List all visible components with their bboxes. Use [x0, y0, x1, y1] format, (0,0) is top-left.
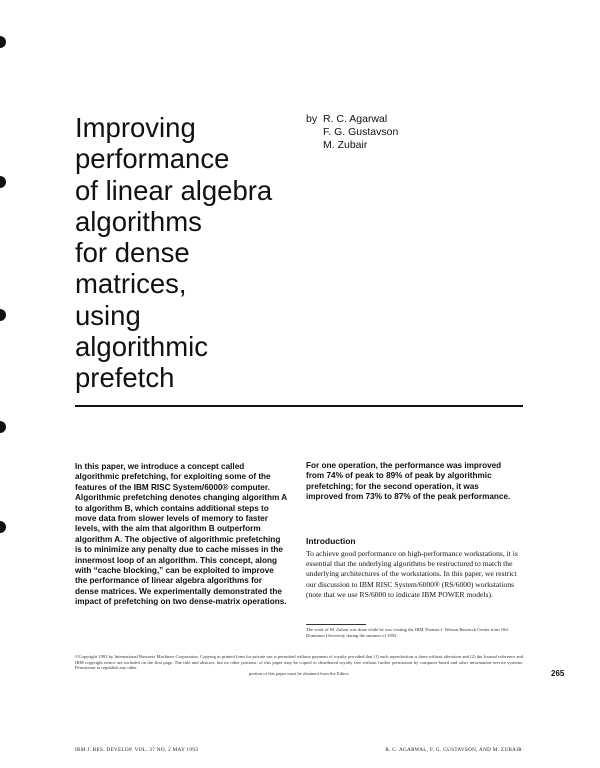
punch-hole-mark: [0, 309, 6, 321]
title-line: using: [75, 299, 141, 331]
author-name: M. Zubair: [323, 139, 368, 151]
author-name: F. G. Gustavson: [323, 126, 399, 138]
copyright-body: ©Copyright 1993 by International Business Machines Corporation. Copying in printed form for private use is permitted without payment of royalty provided that (1) each reproduction is done without alteration and (2) the Journal reference and IBM copyright notice are included on the first page. The title and abstract, but no other portions, of this paper may be copied or distributed royalty free without further permission by computer-based and other information-service systems. Permission to republish any other: [75, 654, 523, 671]
introduction-text: To achieve good performance on high-performance workstations, it is essential that the underlying algorithms be restructured to match the underlying architectures of the workstations. In this paper, we restrict our discussion to IBM RISC System/6000® (RS/6000) workstations (note that we use RS/6000 to indicate IBM POWER models).: [306, 549, 518, 599]
punch-hole-mark: [0, 176, 6, 188]
title-line: matrices,: [75, 268, 187, 300]
title-divider: [75, 405, 523, 407]
title-line: Improving: [75, 112, 196, 143]
paper-title: [75, 112, 305, 394]
introduction-heading: Introduction: [306, 536, 356, 546]
punch-hole-mark: [0, 421, 6, 433]
title-line: for dense: [75, 237, 190, 269]
running-footer-journal: IBM J. RES. DEVELOP. VOL. 37 NO. 2 MAY 1993: [75, 747, 199, 753]
title-line: algorithmic: [75, 331, 208, 363]
title-line: of linear algebra: [75, 174, 273, 206]
copyright-last-line: portion of this paper must be obtained from the Editor.: [248, 670, 350, 676]
author-name: R. C. Agarwal: [323, 113, 388, 125]
title-line: performance: [75, 143, 230, 175]
author-by-label: by: [306, 113, 318, 125]
author-list: [323, 113, 398, 152]
running-footer-authors: R. C. AGARWAL, F. G. GUSTAVSON, AND M. ZUBAIR: [385, 747, 522, 753]
abstract-column-1: In this paper, we introduce a concept called algorithmic prefetching, for exploiting some of the features of the IBM RISC System/6000® computer. Algorithmic prefetching denotes changing algorithm A to algorithm B, which contains additional steps to move data from slower levels of memory to faster levels, with the aim that algorithm B outperform algorithm A. The objective of algorithmic prefetching is to minimize any penalty due to cache misses in the innermost loop of an algorithm. This concept, along with “cache blocking,” can be exploited to improve the performance of linear algebra algorithms for dense matrices. We experimentally demonstrated the impact of prefetching on two dense-matrix operations.: [75, 462, 287, 607]
footnote: The work of M. Zubair was done while he was visiting the IBM Thomas J. Watson Research Center from Old Dominion University during the summer of 1992.: [306, 627, 508, 638]
page-number: 265: [551, 669, 565, 678]
title-line: prefetch: [75, 362, 175, 394]
copyright-notice: [75, 654, 523, 676]
footnote-divider: [306, 624, 366, 625]
punch-hole-mark: [0, 521, 6, 533]
title-line: algorithms: [75, 205, 202, 237]
punch-hole-mark: [0, 36, 6, 48]
abstract-column-2: For one operation, the performance was improved from 74% of peak to 89% of peak by algorithmic prefetching; for the second operation, it was improved from 73% to 87% of the peak performance.: [306, 461, 511, 502]
